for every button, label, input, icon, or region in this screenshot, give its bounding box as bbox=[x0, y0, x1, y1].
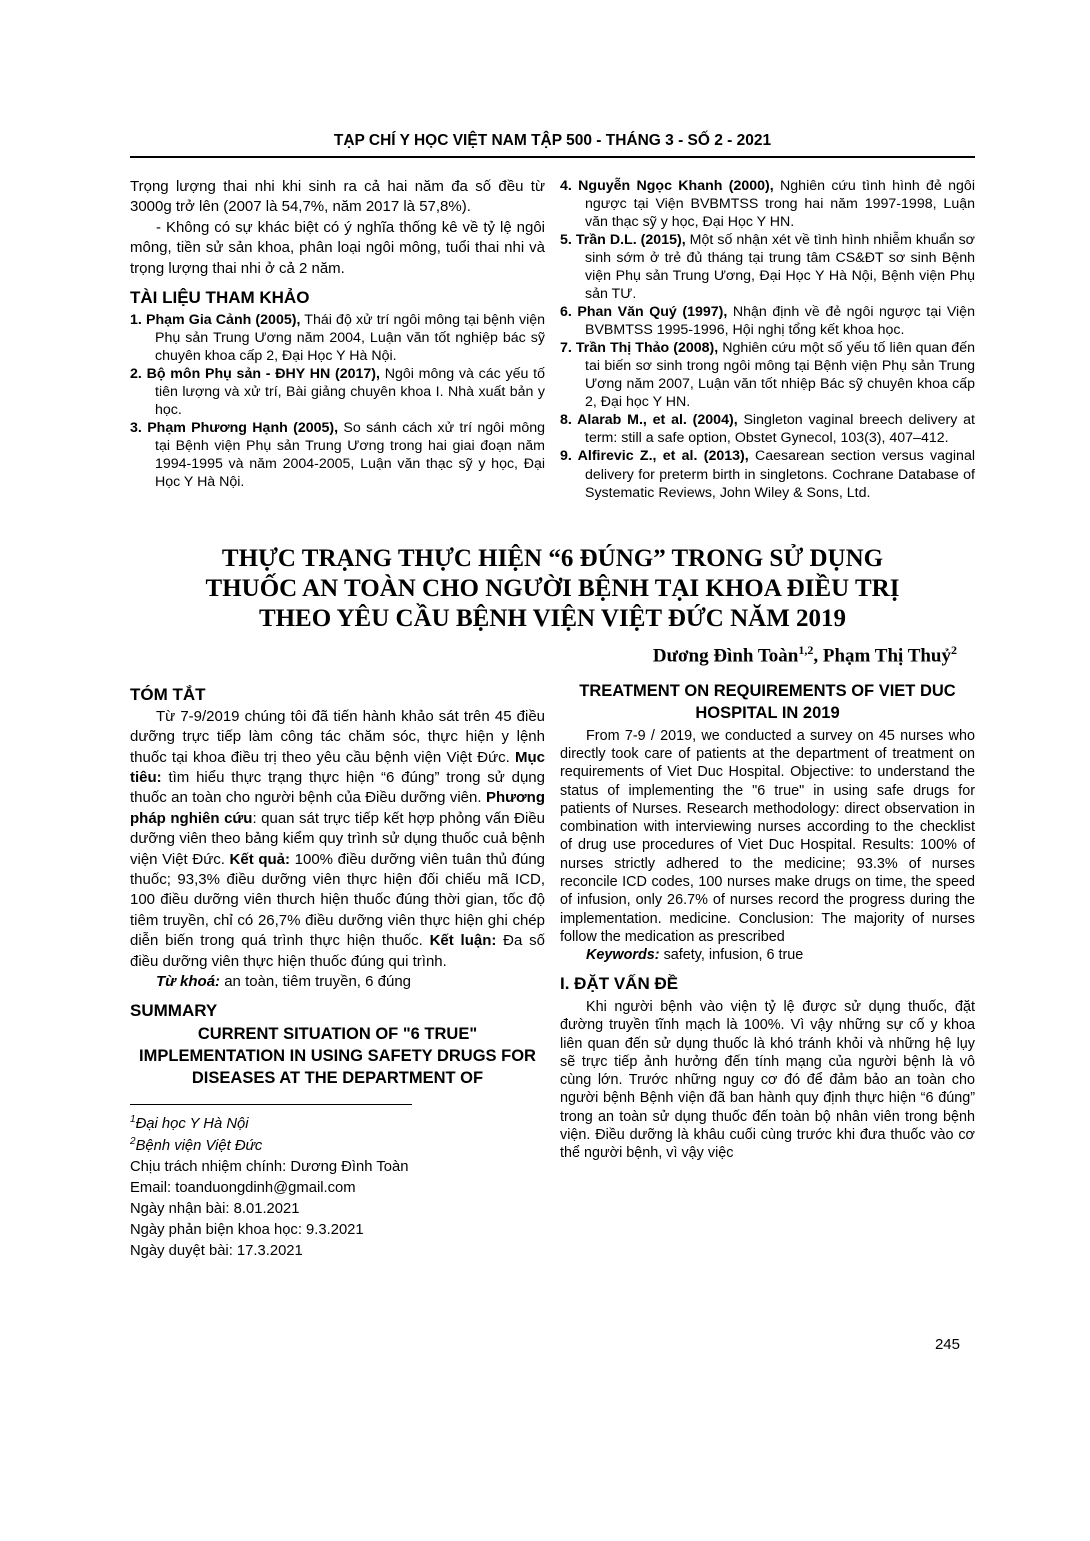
abstract-heading: TÓM TẮT bbox=[130, 684, 206, 704]
abstract-en-paragraph: From 7-9 / 2019, we conducted a survey on 45 nurses who directly took care of patients at the department of treatment on requirements of Viet Duc Hospital. Objective: to understand the status of implementing the "6 true" in using safe drugs for patients of Nurses. Research methodology: direct observation in combination with interviewing nurses according to the checklist of drug use procedures of Viet Duc Hospital. Results: 100% of nurses strictly adhered to the medicine; 93.3% of nurses reconcile ICD codes, 100 nurses make drugs on time, the speed of infusion, only 26.7% of nurses record the progress during the implementation. medicine. Conclusion: The majority of nurses follow the medication as prescribed bbox=[560, 727, 975, 945]
prev-article-paragraph: Trọng lượng thai nhi khi sinh ra cả hai năm đa số đều từ 3000g trở lên (2007 là 54,7%, năm 2017 là 57,8%). bbox=[130, 178, 545, 216]
reference-text: Thái độ xử trí ngôi mông tại bệnh viện Phụ sản Trung Ương năm 2004, Luận văn tốt nghiệp bác sỹ chuyên khoa cấp 2, Đại Học Y Hà Nội. bbox=[155, 311, 545, 365]
reference-text: Nghiên cứu tình hình đẻ ngôi ngược tại Viện BVBMTSS trong hai năm 1997-1998, Luận văn thạc sỹ y học, Đại Học Y HN. bbox=[585, 178, 975, 231]
footnote-line: Ngày nhận bài: 8.01.2021 bbox=[130, 1201, 300, 1218]
author-affiliation-sup: 2 bbox=[951, 642, 957, 657]
footnote-line: Ngày phản biện khoa học: 9.3.2021 bbox=[130, 1222, 364, 1239]
reference-item bbox=[560, 231, 975, 303]
reference-label: 8. Alarab M., et al. (2004), bbox=[560, 412, 738, 429]
keywords-vi-text: an toàn, tiêm truyền, 6 đúng bbox=[220, 972, 412, 990]
footnote-line: Ngày duyệt bài: 17.3.2021 bbox=[130, 1243, 303, 1260]
reference-label: 4. Nguyễn Ngọc Khanh (2000), bbox=[560, 178, 774, 194]
prev-article-paragraph: - Không có sự khác biệt có ý nghĩa thống kê về tỷ lệ ngôi mông, tiền sử sản khoa, phân loại ngôi mông, tuổi thai nhi và trọng lượng thai nhi ở cả 2 năm. bbox=[130, 218, 545, 277]
keywords-en-label: Keywords: bbox=[586, 947, 660, 964]
author-name: Dương Đình Toàn bbox=[652, 644, 799, 666]
reference-label: 3. Phạm Phương Hạnh (2005), bbox=[130, 420, 339, 437]
keywords-en-line bbox=[560, 946, 975, 964]
reference-label: 1. Phạm Gia Cảnh (2005), bbox=[130, 311, 301, 328]
article-title-line: THỰC TRẠNG THỰC HIỆN “6 ĐÚNG” TRONG SỬ DỤNG bbox=[221, 544, 884, 572]
reference-text: Caesarean section versus vaginal delivery for preterm birth in singletons. Cochrane Database of Systematic Reviews, John Wiley & Sons, Ltd. bbox=[585, 448, 975, 501]
reference-item bbox=[560, 177, 975, 231]
footnote-line: Chịu trách nhiệm chính: Dương Đình Toàn bbox=[130, 1159, 409, 1176]
reference-label: 9. Alfirevic Z., et al. (2013), bbox=[560, 448, 749, 465]
journal-header bbox=[130, 132, 975, 158]
reference-item bbox=[560, 447, 975, 501]
right-column-main bbox=[560, 679, 975, 1262]
abstract-vi-paragraph: Từ 7-9/2019 chúng tôi đã tiến hành khảo sát trên 45 điều dưỡng trực tiếp làm công tác chăm sóc, thực hiện y lệnh thuốc tại khoa điều trị theo yêu cầu bệnh viện Việt Đức. Mục tiêu: tìm hiểu thực trạng thực hiện “6 đúng” trong sử dụng thuốc an toàn cho người bệnh của Điều dưỡng viên. Phương pháp nghiên cứu: quan sát trực tiếp kết hợp phỏng vấn Điều dưỡng viên theo bảng kiểm quy trình sử dụng thuốc cuả bệnh viện Việt Đức. Kết quả: 100% điều dưỡng viên tuân thủ đúng thuốc; 93,3% điều dưỡng viên thực hiện đối chiếu mã ICD, 100 điều dưỡng viên thưch hiện thuốc đúng thời gian, tốc độ tiêm truyền, chỉ có 26,7% điều dưỡng viên thực hiện ghi chép diễn biến trong quá trình thực hiện thuốc. Kết luận: Đa số điều dưỡng viên thực hiện thuốc đúng qui trình. bbox=[130, 707, 546, 970]
right-column-top bbox=[560, 177, 975, 502]
article-title bbox=[130, 544, 975, 634]
keywords-vi-line bbox=[130, 972, 545, 992]
footnote-affiliation: $^2$Bệnh viện Việt Đức bbox=[130, 1136, 263, 1155]
reference-item bbox=[130, 419, 545, 491]
article-title-block bbox=[130, 544, 975, 667]
article-title-line: THEO YÊU CẦU BỆNH VIỆN VIỆT ĐỨC NĂM 2019 bbox=[258, 604, 847, 632]
summary-subtitle-right: TREATMENT ON REQUIREMENTS OF VIET DUC HOSPITAL IN 2019 bbox=[579, 681, 956, 722]
author-affiliation-sup: 1,2 bbox=[798, 642, 814, 657]
reference-item bbox=[130, 311, 545, 365]
reference-label: 7. Trần Thị Thảo (2008), bbox=[560, 340, 719, 357]
reference-item bbox=[130, 365, 545, 419]
references-heading: TÀI LIỆU THAM KHẢO bbox=[130, 287, 310, 307]
article-title-line: THUỐC AN TOÀN CHO NGƯỜI BỆNH TẠI KHOA ĐIỀU TRỊ bbox=[205, 574, 900, 602]
reference-text: Singleton vaginal breech delivery at term: still a safe option, Obstet Gynecol, 103(3), 407–412. bbox=[585, 412, 975, 447]
left-column-main bbox=[130, 679, 545, 1262]
reference-item bbox=[560, 303, 975, 339]
reference-label: 2. Bộ môn Phụ sản - ĐHY HN (2017), bbox=[130, 366, 380, 383]
references-section bbox=[130, 177, 975, 502]
page-number: 245 bbox=[934, 1336, 960, 1353]
footnote-line: Email: toanduongdinh@gmail.com bbox=[130, 1180, 356, 1197]
summary-subtitle-left: CURRENT SITUATION OF "6 TRUE" IMPLEMENTATION IN USING SAFETY DRUGS FOR DISEASES AT THE DEPARTMENT OF bbox=[139, 1025, 536, 1088]
reference-item bbox=[560, 339, 975, 411]
reference-text: Nhận định về đẻ ngôi ngược tại Viện BVBMTSS 1995-1996, Hội nghị tổng kết khoa học. bbox=[585, 304, 975, 339]
left-column-top bbox=[130, 177, 545, 502]
reference-text: Một số nhận xét về tình hình nhiễm khuẩn sơ sinh sớm ở trẻ đủ tháng tại trung tâm CS&ĐT sơ sinh Bệnh viện Phụ sản Trung Ương, Đại Học Y Hà Nội, Bệnh viện Phụ sản TƯ. bbox=[585, 232, 975, 303]
author-name: , Phạm Thị Thuỷ bbox=[813, 644, 951, 666]
summary-heading: SUMMARY bbox=[130, 1001, 218, 1021]
reference-label: 5. Trần D.L. (2015), bbox=[560, 232, 686, 249]
article-authors bbox=[130, 643, 975, 667]
section1-paragraph: Khi người bệnh vào viện tỷ lệ được sử dụng thuốc, đặt đường truyền tĩnh mạch là 100%. Vì vậy những sự cố y khoa liên quan đến sử dụng thuốc là khó tránh khỏi và những hệ lụy sẽ trực tiếp ảnh hưởng đến tính mạng của người bệnh là vô cùng lớn. Trước những nguy cơ đó để đảm bảo an toàn cho người bệnh Bệnh viện đã ban hành quy định thực hiện “6 đúng” trong an toàn sử dụng thuốc đến toàn bộ nhân viên trong bệnh viện. Điều dưỡng là khâu cuối cùng trước khi đưa thuốc vào cơ thể người bệnh, vì vậy việc bbox=[560, 999, 975, 1162]
reference-text: Ngôi mông và các yếu tố tiên lượng và xử trí, Bài giảng chuyên khoa I. Nhà xuất bản y học. bbox=[155, 366, 545, 419]
footnote-affiliation: $^1$Đại học Y Hà Nội bbox=[130, 1114, 249, 1133]
section1-heading: I. ĐẶT VẤN ĐỀ bbox=[560, 974, 679, 994]
keywords-en-text: safety, infusion, 6 true bbox=[659, 947, 804, 964]
footnote-rule bbox=[130, 1104, 412, 1105]
footnote-block bbox=[130, 1104, 545, 1262]
reference-item bbox=[560, 411, 975, 447]
reference-text: So sánh cách xử trí ngôi mông tại Bệnh viện Phụ sản Trung Ương trong hai giai đoạn năm 1994-1995 và năm 2004-2005, Luận văn thạc sỹ y học, Đại Học Y Hà Nội. bbox=[155, 420, 545, 491]
journal-header-text: TẠP CHÍ Y HỌC VIỆT NAM TẬP 500 - THÁNG 3 - SỐ 2 - 2021 bbox=[333, 132, 772, 149]
keywords-vi-label: Từ khoá: bbox=[156, 972, 221, 990]
reference-text: Nghiên cứu một số yếu tố liên quan đến tai biến sơ sinh trong ngôi mông tại Bệnh viện Phụ sản Trung Ương năm 2007, Luận văn tốt nhiệp Bác sỹ chuyên khoa cấp 2, Đại học Y HN. bbox=[585, 340, 975, 411]
reference-label: 6. Phan Văn Quý (1997), bbox=[560, 304, 728, 321]
article-body bbox=[130, 679, 975, 1262]
